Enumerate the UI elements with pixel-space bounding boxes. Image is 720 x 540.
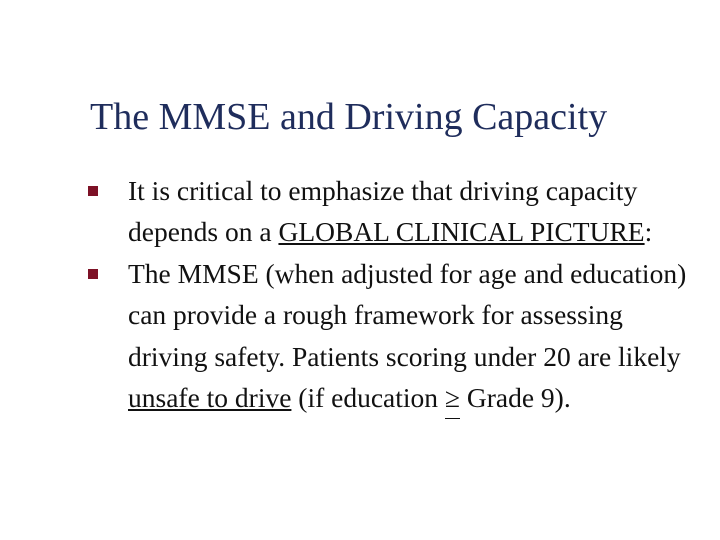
bullet-text-end: :	[644, 216, 653, 248]
bullet-item	[88, 253, 688, 420]
emphasis-text: GLOBAL CLINICAL PICTURE	[278, 216, 645, 248]
bullet-text-middle: (if education	[291, 382, 445, 414]
square-bullet-icon	[88, 269, 98, 279]
emphasis-text: unsafe to drive	[128, 382, 292, 414]
bullet-text-end: Grade 9).	[460, 382, 571, 414]
greater-equal-symbol: ≥	[445, 377, 460, 419]
bullet-item	[88, 170, 688, 253]
square-bullet-icon	[88, 186, 98, 196]
bullet-list	[88, 170, 688, 419]
slide-title: The MMSE and Driving Capacity	[90, 96, 608, 138]
bullet-text: The MMSE (when adjusted for age and education) can provide a rough framework for assessing driving safety. Patients scoring under 20 are likely	[128, 257, 687, 372]
bullet-text: It is critical to emphasize that driving capacity depends on a	[128, 175, 638, 248]
